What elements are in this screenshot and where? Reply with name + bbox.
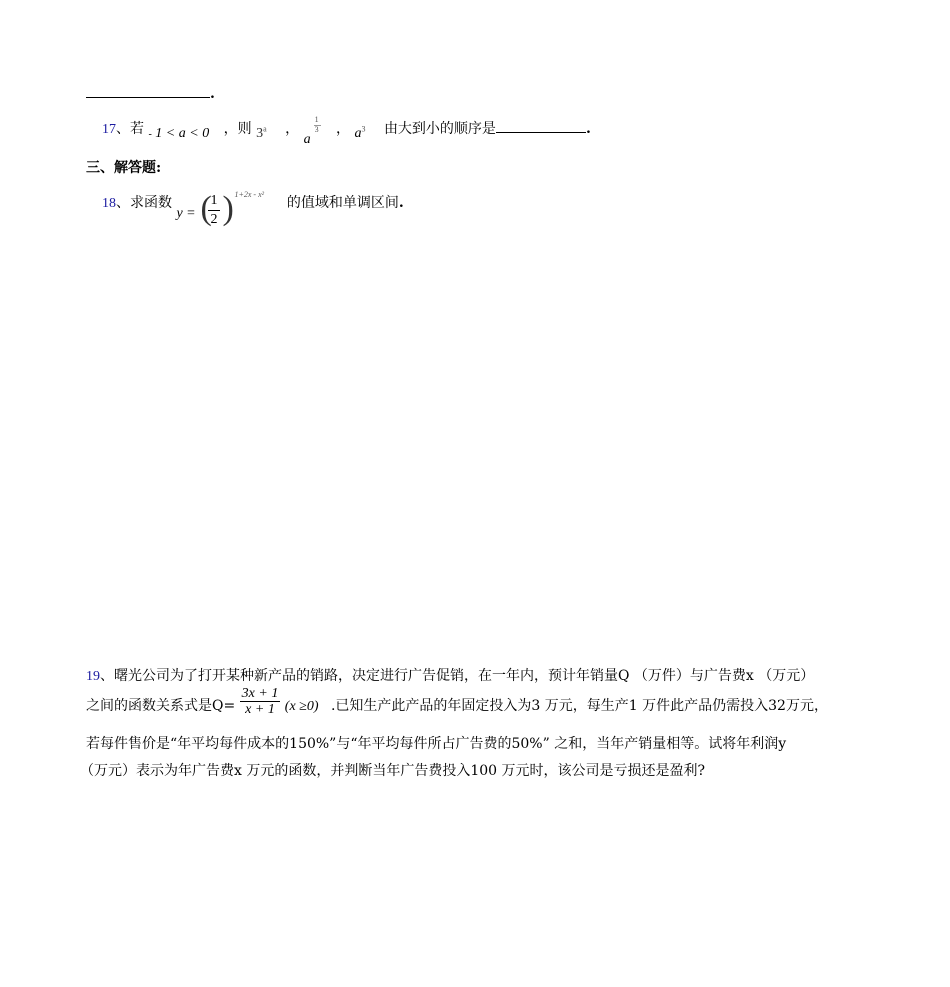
sales-fraction: $\frac{3x + 1}{x + 1}$ <box>241 686 279 717</box>
end-mark: . <box>585 121 591 137</box>
end-mark: . <box>398 195 404 211</box>
question-19-line-1 <box>86 665 814 685</box>
question-text: 、曙光公司为了打开某种新产品的销路，决定进行广告促销，在一年内，预计年销量Q （万件）与广告费x （万元） <box>100 668 815 684</box>
condition-expression: - 1 < a < 0 <box>148 126 210 141</box>
domain-condition: (x ≥0) <box>284 698 319 714</box>
question-text: 之间的函数关系式是Q= <box>86 697 236 714</box>
question-tail: 由大到小的顺序是 <box>383 121 496 137</box>
answer-blank <box>86 96 210 98</box>
question-text: .已知生产此产品的年固定投入为3 万元，每生产1 万件此产品仍需投入32万元， <box>330 697 828 714</box>
separator: 、 <box>116 195 130 211</box>
expression-3-pow-a: 3$^a$ <box>256 124 267 141</box>
section-heading: 三、解答题: <box>86 160 162 176</box>
question-17 <box>102 115 591 150</box>
answer-blank <box>496 131 586 133</box>
if-text: 若 <box>130 121 144 137</box>
then-text: ，则 <box>223 121 252 137</box>
expression-a-pow-3: $a^3$ <box>354 124 366 141</box>
question-prompt: 求函数 <box>130 195 172 211</box>
end-mark: . <box>210 86 215 102</box>
function-expression: y = ( 1 2 ) 1+2x - x² <box>176 190 265 227</box>
question-19-line-4: （万元）表示为年广告费x 万元的函数，并判断当年广告费投入100 万元时，该公司是亏损还是盈利? <box>80 763 706 779</box>
question-number: 17 <box>102 122 116 137</box>
question-number: 18 <box>102 196 116 211</box>
question-19-line-2 <box>86 686 828 726</box>
top-answer-line <box>86 86 215 102</box>
comma: ， <box>336 121 351 137</box>
question-18 <box>102 188 404 236</box>
expression-a-pow-one-third: a 1 3 <box>303 115 319 147</box>
comma: ， <box>285 121 300 137</box>
separator: 、 <box>116 121 130 137</box>
question-19-line-3: 若每件售价是“年平均每件成本的150%”与“年平均每件所占广告费的50%” 之和，当年产销量相等。试将年利润y <box>86 736 787 752</box>
question-number: 19 <box>86 669 100 684</box>
question-tail: 的值域和单调区间 <box>286 195 399 211</box>
